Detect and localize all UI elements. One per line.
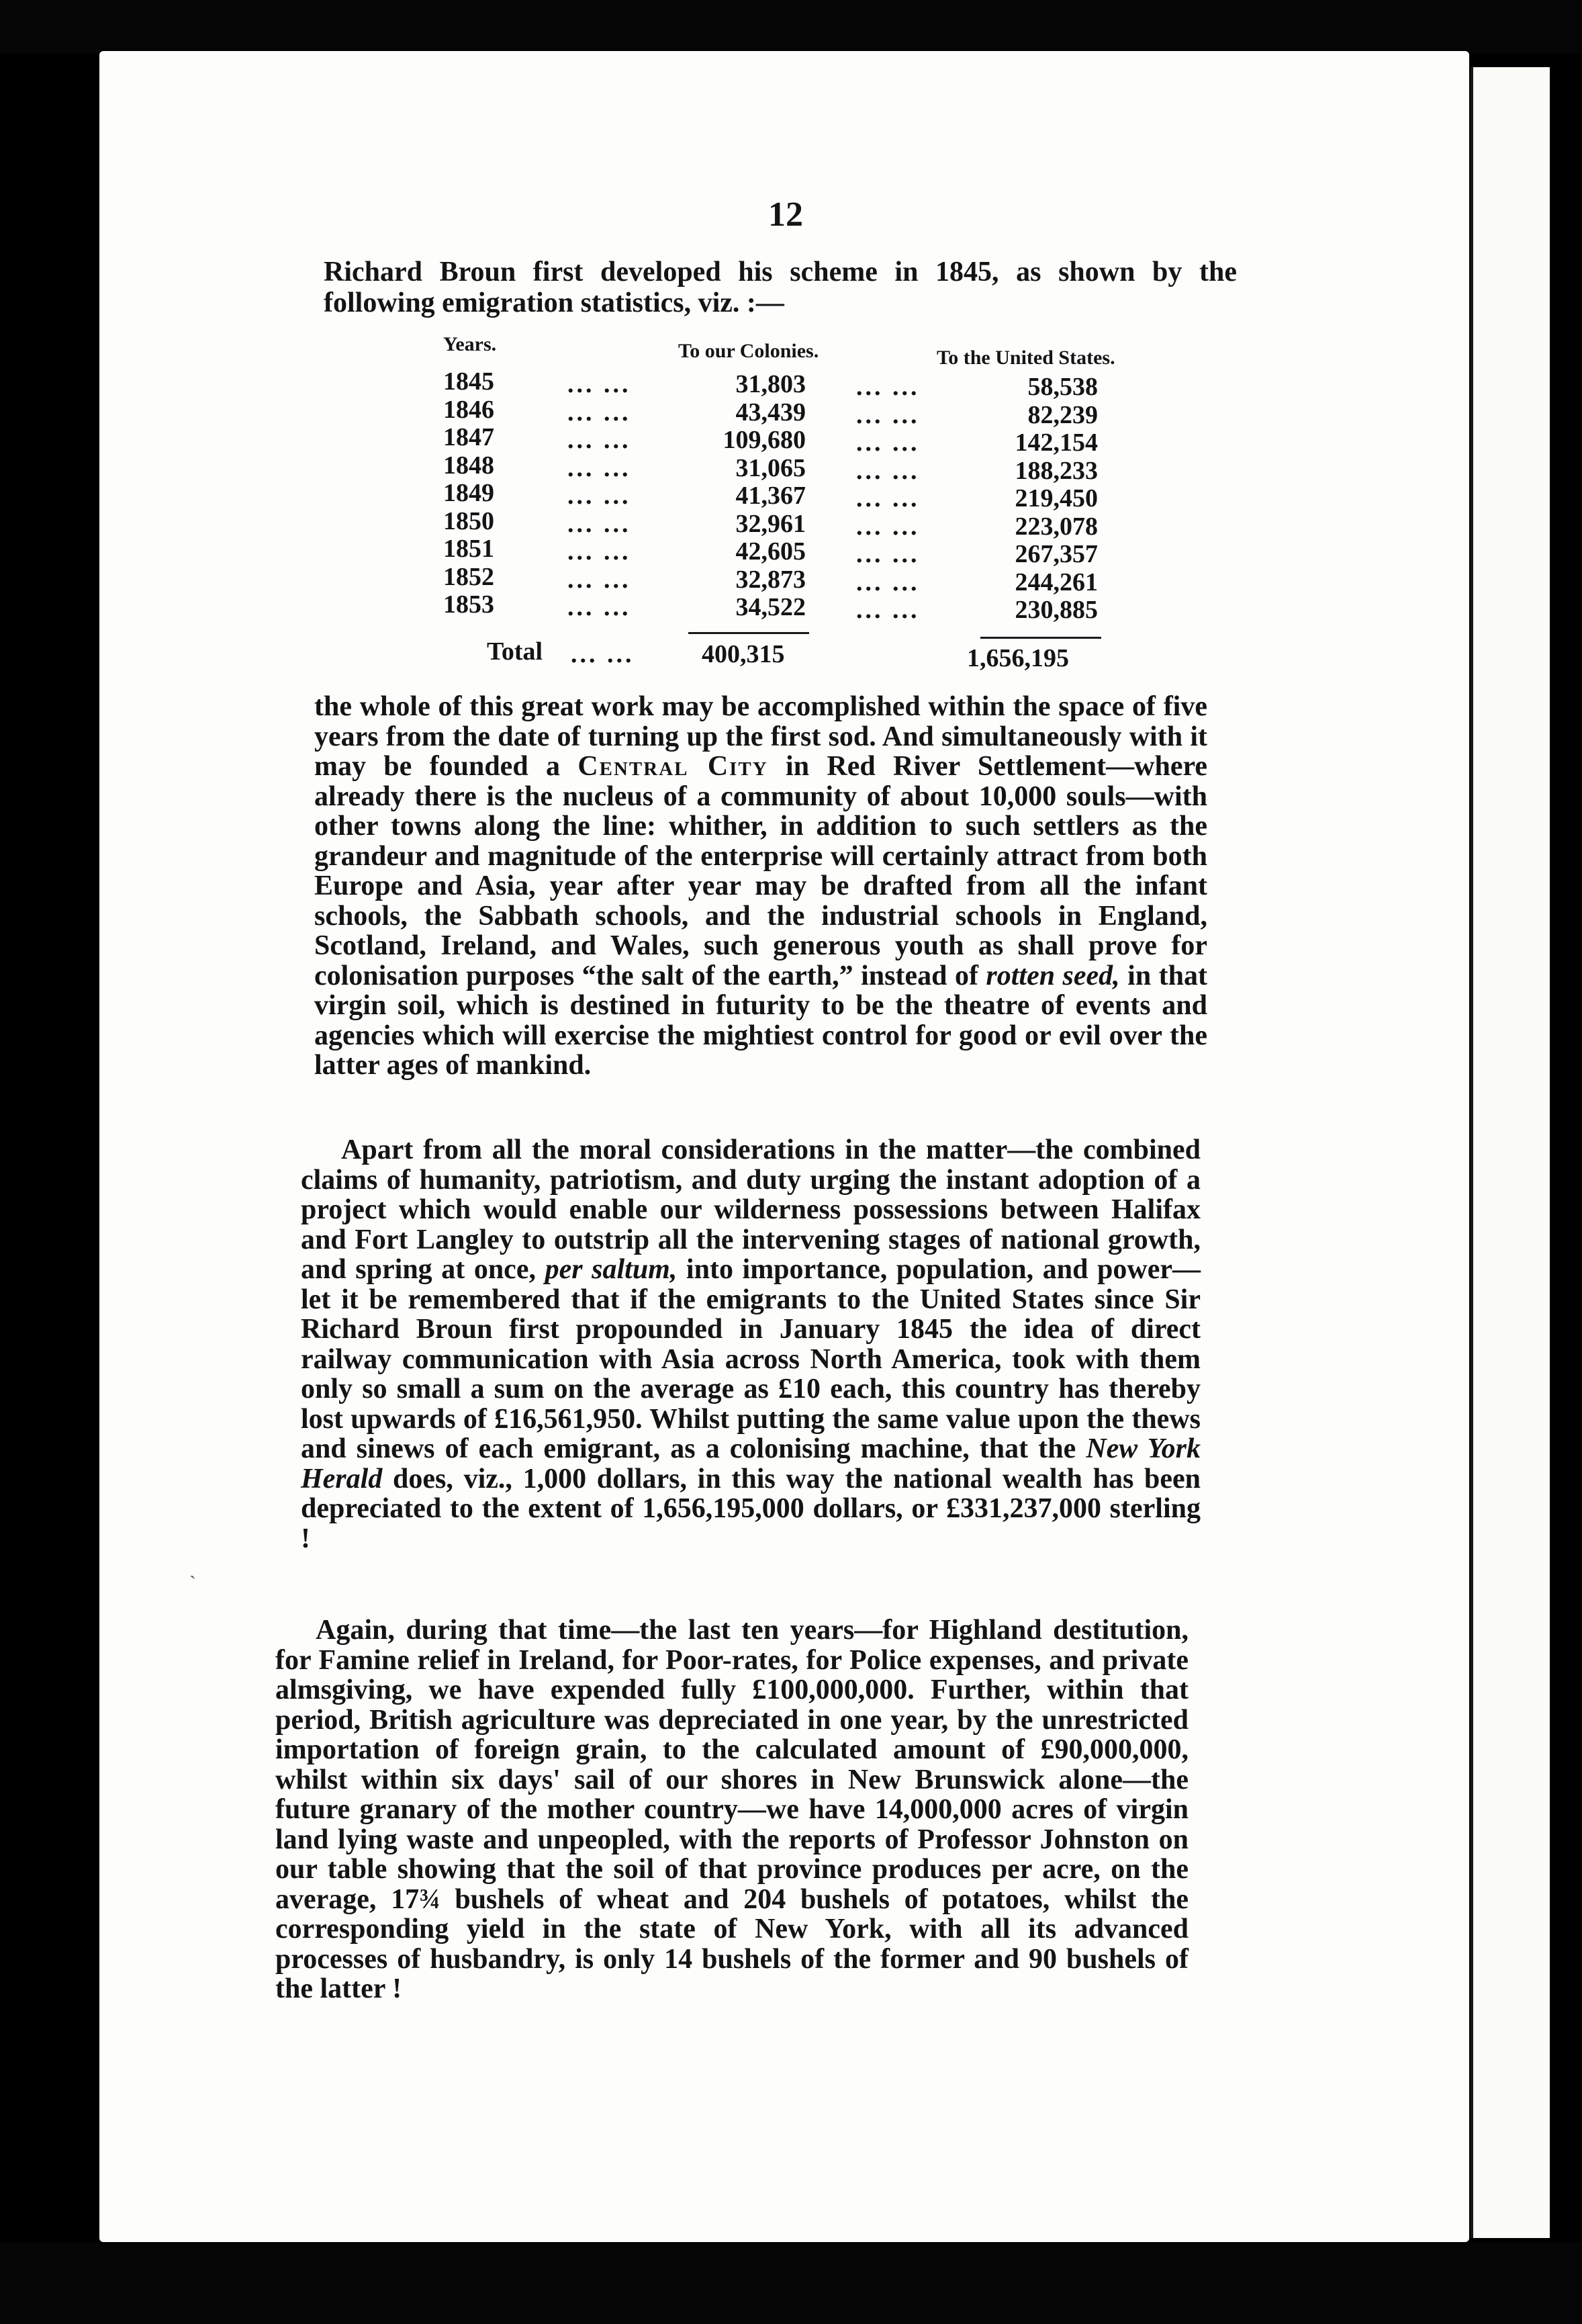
leader-dots: ... ... — [567, 370, 631, 398]
leader-dots: ... ... — [567, 537, 631, 566]
colonies-cell: 34,522 — [735, 593, 806, 621]
leader-dots: ... ... — [856, 512, 920, 541]
total-rule-united-states — [980, 637, 1101, 639]
table-row — [443, 395, 1202, 429]
leader-dots: ... ... — [567, 398, 631, 427]
table-row — [443, 590, 1202, 624]
leader-dots: ... ... — [856, 373, 920, 401]
paragraph-2-text-a: Apart from all the moral considerations in the matter—the combined claims of humanity, patriotism, and duty urging the instant adoption of a project which would enable our wilderness possessions between Halifax and Fort Langley to outstrip all the intervening stages of national growth, and spring at once, — [301, 1134, 1201, 1285]
central-city-smallcaps: Central City — [577, 751, 768, 782]
year-cell: 1848 — [443, 451, 494, 480]
year-cell: 1852 — [443, 562, 494, 591]
united-states-cell: 244,261 — [1015, 568, 1098, 596]
united-states-cell: 82,239 — [1027, 400, 1098, 429]
colonies-cell: 31,065 — [735, 453, 806, 482]
paragraph-1-text-a: the whole of this great work may be accomplished within the space of five years from the date of turning up the first sod. And simultaneously with it may be founded a — [314, 691, 1207, 782]
leader-dots: ... ... — [856, 456, 920, 485]
total-rule-colonies — [688, 632, 809, 634]
paragraph-3: Again, during that time—the last ten years—for Highland destitution, for Famine relief in Ireland, for Poor-rates, for Police expenses, and private almsgiving, we have expended fully £100,000,000. Further, within that period, British agriculture was depreciated in one year, by the unrestricted importation of foreign grain, to the calculated amount of £90,000,000, whilst within six days' sail of our shores in New Brunswick alone—the future granary of the mother country—we have 14,000,000 acres of virgin land lying waste and unpeopled, with the reports of Professor Johnston on our table showing that the soil of that province produces per acre, on the average, 17¾ bushels of wheat and 204 bushels of potatoes, whilst the corresponding yield in the state of New York, with all its advanced processes of husbandry, is only 14 bushels of the former and 90 bushels of the latter ! — [275, 1615, 1189, 2004]
leader-dots: ... ... — [567, 565, 631, 594]
paragraph-1-text-b: in Red River Settlement—where already there is the nucleus of a community of about 10,000 souls—with other towns along the line: whither, in addition to such settlers as the grandeur and magnitude of the enterprise will certainly attract from both Europe and Asia, year after year may be drafted from all the infant schools, the Sabbath schools, and the industrial schools in England, Scotland, Ireland, and Wales, such generous youth as shall prove for colonisation purposes “the salt of the earth,” instead of — [314, 751, 1207, 991]
scan-border-bottom — [0, 2242, 1582, 2324]
table-row — [443, 562, 1202, 596]
new-york-herald-italic: New York Herald — [301, 1433, 1201, 1494]
colonies-cell: 31,803 — [735, 370, 806, 398]
table-row — [443, 422, 1202, 457]
colonies-cell: 32,961 — [735, 509, 806, 538]
united-states-cell: 230,885 — [1015, 596, 1098, 624]
united-states-cell: 188,233 — [1015, 456, 1098, 485]
united-states-cell: 219,450 — [1015, 484, 1098, 512]
paragraph-1 — [314, 692, 1207, 1081]
year-cell: 1853 — [443, 590, 494, 619]
paragraph-2-text-b: into importance, population, and power—let it be remembered that if the emigrants to the United States since Sir Richard Broun first propounded in January 1845 the idea of direct railway communication with Asia across North America, took with them only so small a sum on the average as £10 each, this country has thereby lost upwards of £16,561,950. Whilst putting the same value upon the thews and sinews of each emigrant, as a colonising machine, that the — [301, 1254, 1201, 1464]
leader-dots: ... ... — [567, 593, 631, 621]
leader-dots: ... ... — [856, 484, 920, 512]
facing-page-edge — [1471, 67, 1550, 2238]
year-cell: 1851 — [443, 535, 494, 563]
year-cell: 1845 — [443, 367, 494, 396]
table-row — [443, 451, 1202, 485]
table-row — [443, 506, 1202, 541]
leader-dots: ... ... — [856, 400, 920, 429]
total-united-states: 1,656,195 — [967, 644, 1069, 672]
leader-dots: ... ... — [567, 426, 631, 454]
header-years: Years. — [443, 333, 497, 355]
rotten-seed-italic: rotten seed, — [986, 960, 1120, 991]
per-saltum-italic: per saltum, — [545, 1254, 678, 1285]
colonies-cell: 42,605 — [735, 537, 806, 566]
table-row — [443, 367, 1202, 401]
year-cell: 1850 — [443, 506, 494, 535]
paragraph-1-text-c: in that virgin soil, which is destined in futurity to be the theatre of events and agencies which will exercise the mightiest control for good or evil over the latter ages of mankind. — [314, 960, 1207, 1081]
united-states-cell: 142,154 — [1015, 429, 1098, 457]
colonies-cell: 32,873 — [735, 565, 806, 594]
paragraph-2-text-c: does, viz., 1,000 dollars, in this way the national wealth has been depreciated to the extent of 1,656,195,000 dollars, or £331,237,000 sterling ! — [301, 1463, 1201, 1554]
header-united-states: To the United States. — [937, 347, 1115, 369]
margin-mark: ˏ — [189, 1557, 196, 1579]
colonies-cell: 41,367 — [735, 482, 806, 510]
leader-dots: ... ... — [856, 596, 920, 624]
year-cell: 1847 — [443, 423, 494, 451]
total-label: Total — [487, 637, 543, 666]
header-colonies: To our Colonies. — [678, 340, 819, 362]
leader-dots: ... ... — [856, 429, 920, 457]
scan-border-top — [0, 0, 1582, 54]
page-number: 12 — [768, 195, 803, 234]
paragraph-2 — [301, 1135, 1201, 1554]
leader-dots: ... ... — [567, 453, 631, 482]
colonies-cell: 43,439 — [735, 398, 806, 427]
year-cell: 1849 — [443, 479, 494, 507]
intro-paragraph: Richard Broun first developed his scheme in 1845, as shown by the following emigration statistics, viz. :— — [324, 257, 1237, 318]
year-cell: 1846 — [443, 395, 494, 424]
united-states-cell: 58,538 — [1027, 373, 1098, 401]
table-row — [443, 534, 1202, 568]
colonies-cell: 109,680 — [723, 426, 806, 454]
united-states-cell: 223,078 — [1015, 512, 1098, 541]
table-row — [443, 478, 1202, 512]
leader-dots: ... ... — [567, 509, 631, 538]
leader-dots: ... ... — [856, 568, 920, 596]
leader-dots: ... ... — [567, 482, 631, 510]
total-colonies: 400,315 — [702, 640, 785, 668]
total-dots: ... ... — [571, 640, 635, 668]
leader-dots: ... ... — [856, 540, 920, 568]
united-states-cell: 267,357 — [1015, 540, 1098, 568]
